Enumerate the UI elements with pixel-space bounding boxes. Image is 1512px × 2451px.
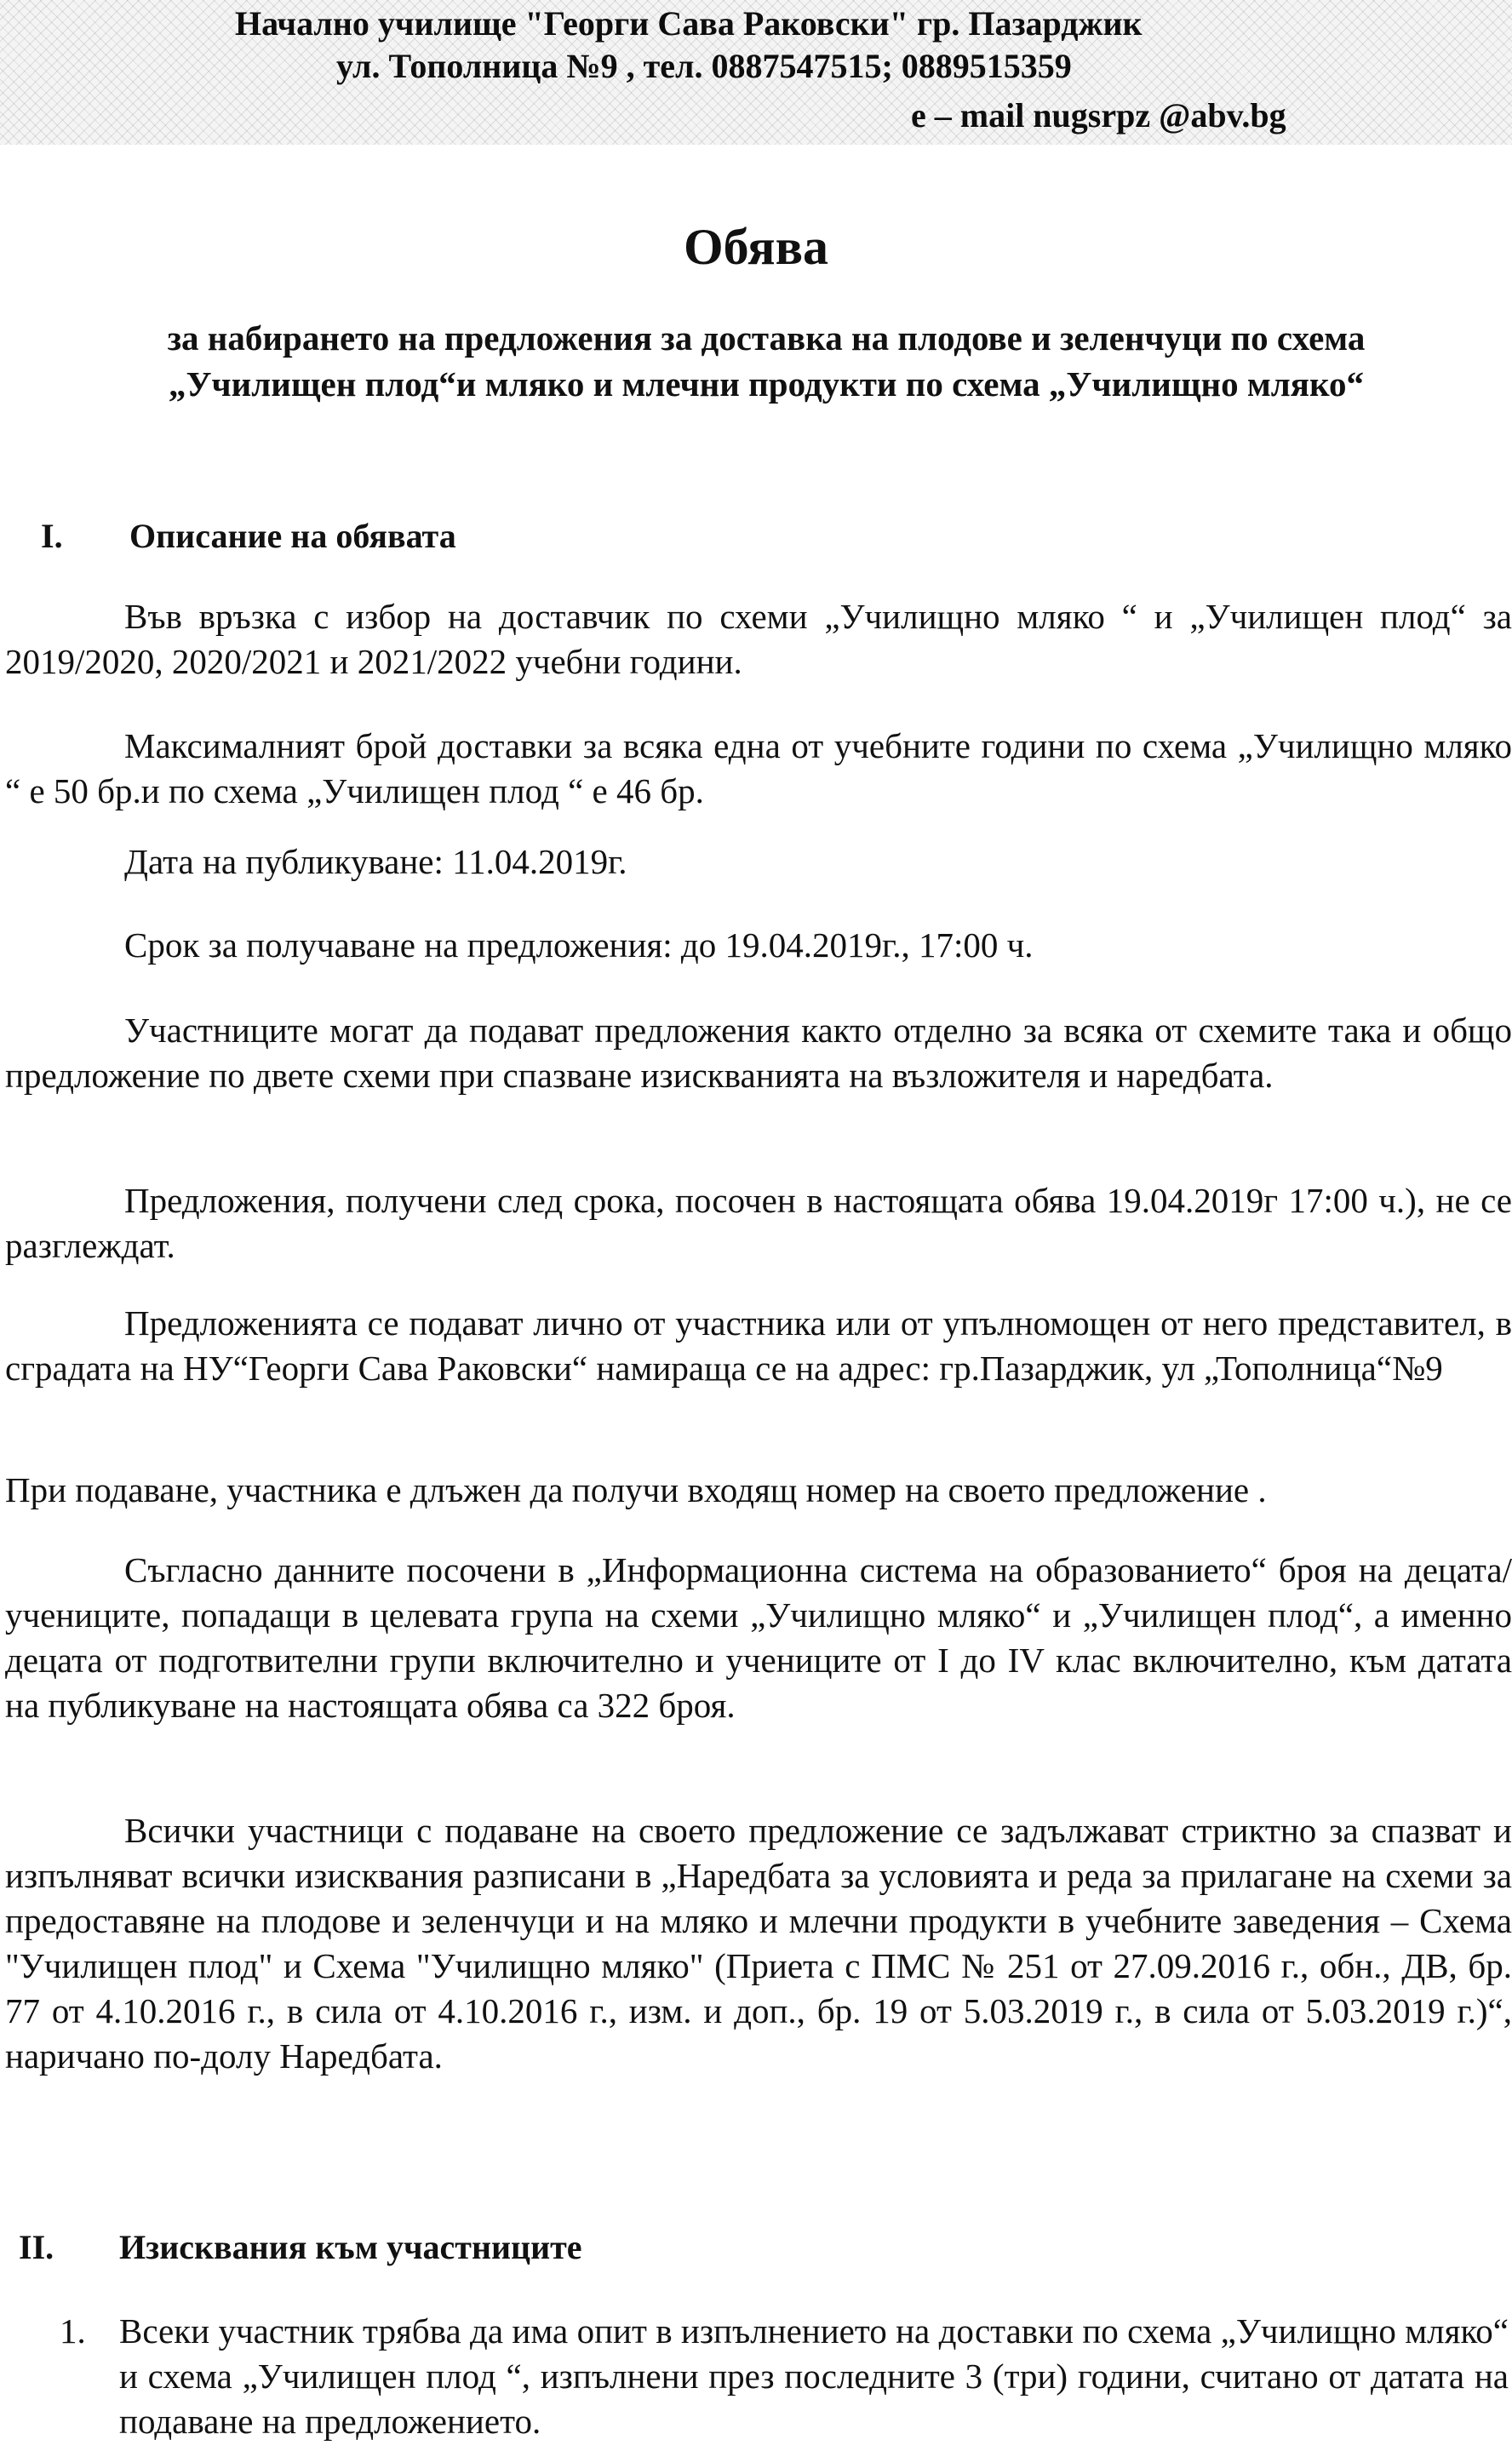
paragraph-supplier-choice: Във връзка с избор на доставчик по схеми „Училищно мляко “ и „Училищен плод“ за 2019/2020, 2020/2021 и 2021/2022 учебни години. (5, 597, 1512, 681)
section-1-number: I. (41, 517, 63, 555)
section-2-heading: Изисквания към участниците (119, 2228, 582, 2266)
section-1-heading: Описание на обявата (129, 517, 456, 555)
document-title: Обява (683, 219, 829, 275)
school-address: ул. Тополница №9 , тел. 0887547515; 0889515359 (336, 47, 1072, 85)
paragraph-deadline: Срок за получаване на предложения: до 19.04.2019г., 17:00 ч. (124, 925, 1034, 965)
paragraph-incoming-number: При подаване, участника е длъжен да получи входящ номер на своето предложение . (5, 1470, 1267, 1509)
section-2-number: II. (19, 2228, 54, 2266)
paragraph-target-group: Съгласно данните посочени в „Информационна система на образованието“ броя на децата/учениците, попадащи в целевата група на схеми „Училищно мляко“ и „Училищен плод“, а именно децата от подготвителни групи включително и учениците от I до IV клас включително, към датата на публикуване на настоящата обява са 322 броя. (5, 1550, 1512, 1725)
paragraph-late-offers: Предложения, получени след срока, посочен в настоящата обява 19.04.2019г 17:00 ч.), не се разглеждат. (5, 1181, 1512, 1265)
document-subtitle: за набирането на предложения за доставка на плодове и зеленчуци по схема „Училищен плод“и мляко и млечни продукти по схема „Училищно мляко“ (167, 318, 1366, 404)
requirement-1-number: 1. (60, 2311, 86, 2351)
school-name: Начално училище "Георги Сава Раковски" гр. Пазарджик (235, 4, 1143, 43)
paragraph-regulation: Всички участници с подаване на своето предложение се задължават стриктно за спазват и изпълняват всички изисквания разписани в „Наредбата за условията и реда за прилагане на схеми за предоставяне на плодове и зеленчуци и на мляко и млечни продукти в учебните заведения – Схема "Училищен плод" и Схема "Училищно мляко" (Приета с ПМС № 251 от 27.09.2016 г., обн., ДВ, бр. 77 от 4.10.2016 г., в сила от 4.10.2016 г., изм. и доп., бр. 19 от 5.03.2019 г., в сила от 5.03.2019 г.)“, наричано по-долу Наредбата. (5, 1811, 1512, 2076)
requirement-1-text: Всеки участник трябва да има опит в изпълнението на доставки по схема „Училищно мляко“ и схема „Училищен плод “, изпълнени през последните 3 (три) години, считано от датата на подаване на предложението. (119, 2311, 1509, 2441)
paragraph-publication-date: Дата на публикуване: 11.04.2019г. (124, 842, 627, 881)
paragraph-submission-place: Предложенията се подават лично от участника или от упълномощен от него представител, в сградата на НУ“Георги Сава Раковски“ намираща се на адрес: гр.Пазарджик, ул „Тополница“№9 (5, 1303, 1512, 1388)
school-email: e – mail nugsrpz @abv.bg (911, 96, 1286, 135)
paragraph-participants: Участниците могат да подават предложения както отделно за всяка от схемите така и общо предложение по двете схеми при спазване изискванията на възложителя и наредбата. (5, 1011, 1512, 1095)
paragraph-max-deliveries: Максималният брой доставки за всяка една от учебните години по схема „Училищно мляко “ е 50 бр.и по схема „Училищен плод “ е 46 бр. (5, 726, 1512, 810)
